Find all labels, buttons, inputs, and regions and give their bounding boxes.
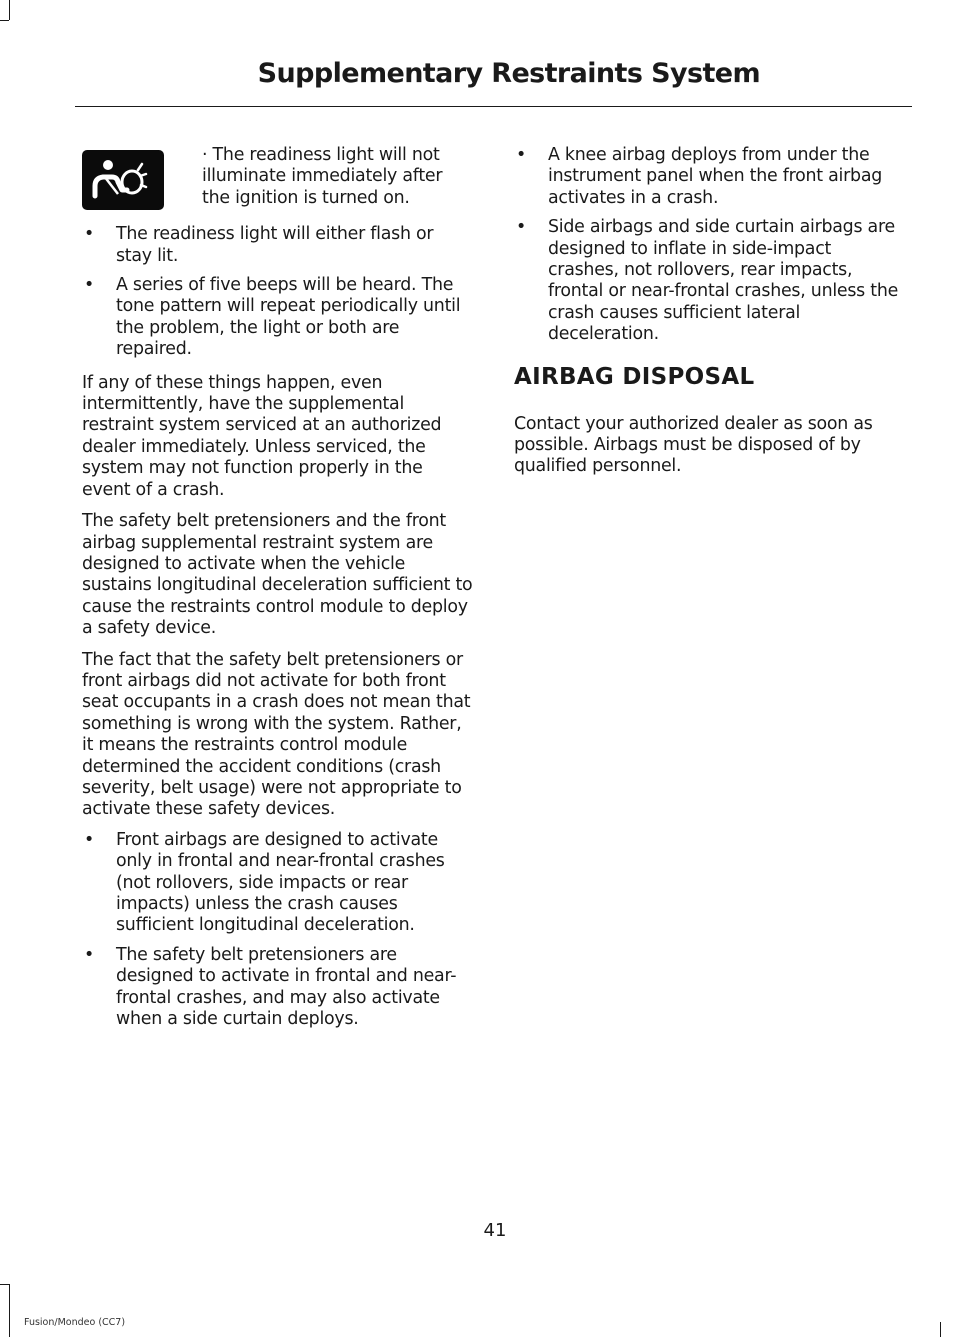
- footer-model: Fusion/Mondeo (CC7): [24, 1317, 126, 1328]
- bullet-symbol: •: [84, 829, 95, 850]
- crop-mark-top-left-vertical: [9, 0, 10, 20]
- list-item-text: A series of five beeps will be heard. The tone pattern will repeat periodically until the problem, the light or both are repaired.: [116, 275, 461, 360]
- bullet-symbol: •: [84, 275, 95, 296]
- crop-mark-top-left-horizontal: [0, 20, 9, 21]
- title-rule: [75, 106, 912, 107]
- list-item-text: The safety belt pretensioners are designed to activate in frontal and near-frontal crashes, and may also activate when a side curtain deploys.: [116, 944, 457, 1030]
- crop-mark-bottom-left-horizontal: [0, 1284, 9, 1285]
- right-column: [514, 145, 907, 488]
- paragraph: Contact your authorized dealer as soon as possible. Airbags must be disposed of by qualified personnel.: [514, 413, 873, 477]
- left-column: [82, 145, 474, 1038]
- section-heading: AIRBAG DISPOSAL: [514, 363, 755, 390]
- bullet-symbol: •: [516, 217, 527, 238]
- bullet-symbol: •: [84, 944, 95, 965]
- list-item-text: A knee airbag deploys from under the instrument panel when the front airbag activates in a crash.: [548, 145, 883, 208]
- bullet-symbol: •: [516, 145, 527, 165]
- crop-mark-bottom-left-vertical: [9, 1284, 10, 1337]
- paragraph: If any of these things happen, even intermittently, have the supplemental restraint system serviced at an authorized dealer immediately. Unless serviced, the system may not function properly in the event of a crash.: [82, 372, 442, 500]
- page-number: 41: [483, 1220, 507, 1241]
- list-item: [82, 830, 474, 937]
- paragraph: The safety belt pretensioners and the front airbag supplemental restraint system are designed to activate when the vehicle sustains longitudinal deceleration sufficient to cause the restraints control module to deploy a safety device.: [82, 511, 473, 639]
- list-item-text: The readiness light will either flash or stay lit.: [116, 224, 434, 266]
- airbag-warning-icon: [82, 150, 164, 210]
- list-item: [82, 224, 474, 267]
- readiness-intro: · The readiness light will not illuminate immediately after the ignition is turned on.: [202, 145, 443, 208]
- crop-mark-bottom-right-vertical: [940, 1322, 941, 1337]
- list-item: [514, 217, 907, 345]
- paragraph: The fact that the safety belt pretensioners or front airbags did not activate for both front seat occupants in a crash does not mean that something is wrong with the system. Rather, it means the restraints control module determined the accident conditions (crash severity, belt usage) were not appropriate to activate these safety devices.: [82, 649, 471, 820]
- list-item: [514, 145, 907, 209]
- list-item-text: Front airbags are designed to activate only in frontal and near-frontal crashes (not rollovers, side impacts or rear impacts) unless the crash causes sufficient longitudinal deceleration.: [116, 829, 445, 936]
- list-item: [82, 275, 474, 361]
- list-item-text: Side airbags and side curtain airbags are designed to inflate in side-impact crashes, not rollovers, rear impacts, frontal or near-frontal crashes, unless the crash causes sufficient lateral deceleration.: [548, 217, 899, 345]
- page-title: Supplementary Restraints System: [257, 58, 760, 89]
- bullet-symbol: •: [84, 224, 95, 245]
- list-item: [82, 945, 474, 1031]
